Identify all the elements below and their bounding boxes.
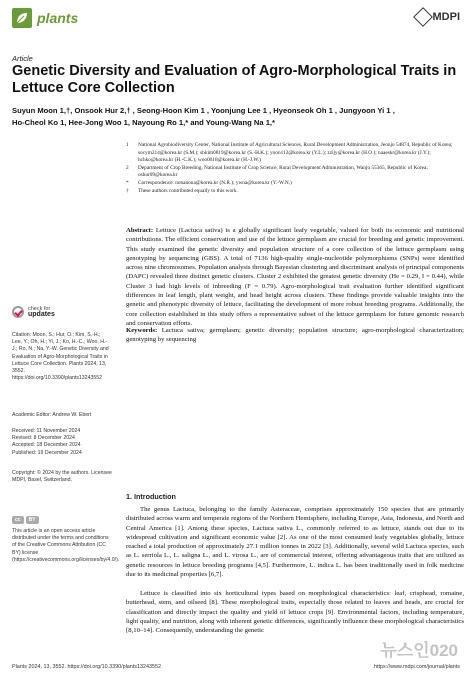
date-revised: Revised: 8 December 2024 (12, 435, 75, 442)
affiliation-item: 2 Department of Crop Breeding, National Institute of Crop Science, Rural Development Administration, Wanju 55365, Republic of Korea; oshur09@korea.kr (126, 164, 428, 179)
date-published: Published: 19 December 2024 (12, 449, 82, 456)
footer-citation[interactable]: Plants 2024, 13, 3552. https://doi.org/10.3390/plants13243552 (12, 664, 161, 670)
author-list (12, 105, 464, 129)
article-type: Article (12, 54, 33, 63)
author-line[interactable]: Ho-Cheol Ko 1, Hee-Jong Woo 1, Nayoung Ro 1,* and Young-Wang Na 1,* (12, 118, 275, 127)
keywords (126, 326, 464, 345)
publisher-logo (416, 10, 461, 24)
date-accepted: Accepted: 18 December 2024 (12, 442, 81, 449)
section-heading: 1. Introduction (126, 492, 176, 501)
mdpi-icon (413, 7, 433, 27)
leaf-icon (12, 8, 32, 28)
affiliations (126, 142, 464, 195)
news-watermark: 뉴스인020 (380, 641, 458, 660)
copyright-notice: Copyright: © 2024 by the authors. Licensee MDPI, Basel, Switzerland. (12, 470, 112, 484)
cc-icon: cc (12, 516, 24, 524)
keywords-label: Keywords: (126, 327, 158, 334)
license-text: This article is an open access article distributed under the terms and conditions of the Creative Commons Attribution (CC BY) license (https://creativecommons.org/licenses/by/4.0/). (12, 528, 120, 563)
by-icon: BY (26, 516, 39, 524)
publisher-name: MDPI (432, 11, 460, 23)
check-for-updates-badge[interactable]: check for updates (12, 306, 55, 318)
affiliation-item: * Correspondence: nonanona@korea.kr (N.R.); ywna@korea.kr (Y.-W.N.) (126, 179, 292, 186)
footer-journal-link[interactable]: https://www.mdpi.com/journal/plants (374, 664, 460, 670)
citation-block: Citation: Moon, S.; Hur, O.; Kim, S.-H.; Lee, Y.; Oh, H.; Yi, J.; Ko, H.-C.; Woo, H.-J.; Ro, N.; Na, Y.-W. Genetic Diversity and Evaluation of Agro-Morphological Traits in Lettuce Core Collection. Plants 2024, 13, 3552. https://doi.org/10.3390/plants13243552 (12, 332, 109, 382)
cc-license-badge[interactable] (12, 516, 39, 524)
check-updates-icon (12, 306, 24, 318)
abstract (126, 226, 464, 328)
abstract-label: Abstract: (126, 227, 154, 234)
affiliation-item: 1 National Agrobiodiversity Center, National Institute of Agricultural Sciences, Rural Development Administration, Jeonju 54874, Republic of Korea; socym214@korea.kr (S.M.); shkim0819@korea.kr (S.-H.K.); yoon112@korea.kr (Y.L.); zzijy@korea.kr (H.O.); naaeskr@korea.kr (J.Y.); hchko@korea.kr (H.-C.K.); woo0018@korea.kr (H.-J.W.) (126, 142, 453, 164)
date-received: Received: 11 November 2024 (12, 428, 81, 434)
publication-dates (12, 428, 112, 457)
abstract-text: Lettuce (Lactuca sativa) is a globally significant leafy vegetable, valued for both its economic and nutritional contributions. The efficient conservation and use of the lettuce germplasm are crucial for breeding and genetic improvement. This study examined the genetic diversity and population structure of a core collection of the lettuce germplasm using genotyping by sequencing (GBS). A total of 7136 high-quality single-nucleotide polymorphisms (SNPs) were identified across nine chromosomes. Population analysis through Bayesian clustering and discriminant analysis of principal components (DAPC) revealed three distinct genetic clusters. Cluster 2 exhibited the greatest genetic diversity (He = 0.29, I = 0.44), while Cluster 3 had high levels of inbreeding (F = 0.79). Agro-morphological trait evaluation further identified significant differences in leaf length, plant weight, and head height across clusters. These findings provide valuable insights into the genetic and phenotypic diversity of lettuce, facilitating the development of more robust breeding programs. Additionally, the core collection established in this study offers a representative subset of the lettuce germplasm for future genomic research and conservation efforts. (126, 227, 465, 327)
affiliation-item: † These authors contributed equally to this work. (126, 187, 238, 194)
intro-paragraph: The genus Lactuca, belonging to the family Asteraceae, comprises approximately 150 species that are primarily distributed across warm and temperate regions of the Northern Hemisphere, including Europe, Asia, Indonesia, and North and Central America [1]. Among these species, Lactuca sativa L., commonly referred to as lettuce, stands out due to its widespread cultivation and significant economic value [2]. As one of the most consumed leafy vegetables globally, lettuce reached a total production of approximately 27.1 million tonnes in 2022 [3]. Additionally, several wild Lactuca species, such as L. serriola L., L. saligna L., and L. virosa L., are of commercial interest, offering advantageous traits that are utilized as genetic resources in lettuce breeding programs [4,5]. Furthermore, L. indica L. has been traditionally used in folk medicine due to its medicinal properties [6,7]. (126, 506, 464, 579)
intro-paragraph: Lettuce is classified into six horticultural types based on morphological characteristics: leaf, crisphead, romaine, butterhead, stem, and oilseed [8]. These morphological traits, especially those related to leaves and heads, are crucial for classification and directly impact the quality and yield of lettuce crops [9]. Environmental factors, including temperature, light quality, and nutrition, along with inherent genetic differences, significantly influence these morphological characteristics [8,10–14]. Consequently, understanding the genetic (126, 590, 464, 635)
author-line[interactable]: Suyun Moon 1,†, Onsook Hur 2,† , Seong-Hoon Kim 1 , Yoonjung Lee 1 , Hyeonseok Oh 1 , Jungyoon Yi 1 , (12, 106, 395, 115)
academic-editor: Academic Editor: Andrew W. Ebert (12, 412, 92, 418)
keywords-text: Lactuca sativa; germplasm; genetic diversity; population structure; agro-morphological characterization; genotyping by sequencing (126, 327, 464, 344)
article-title: Genetic Diversity and Evaluation of Agro-Morphological Traits in Lettuce Core Collection (12, 63, 457, 96)
journal-logo (12, 8, 78, 28)
journal-name: plants (37, 10, 79, 26)
